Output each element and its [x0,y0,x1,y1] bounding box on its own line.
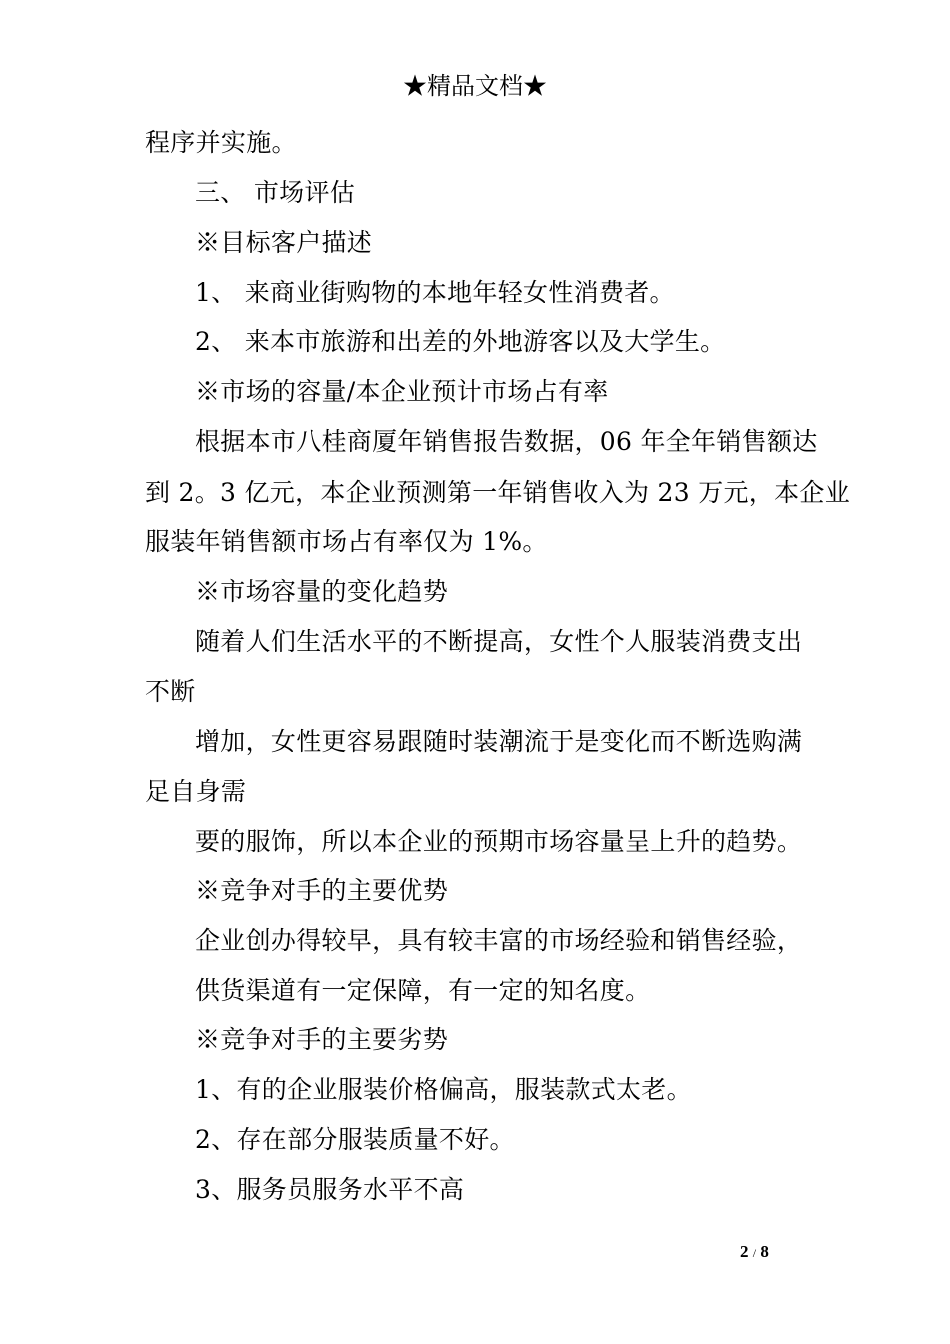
section-heading: 三、 市场评估 [195,178,356,207]
body-line: 服装年销售额市场占有率仅为 1%。 [145,527,548,556]
total-pages: 8 [760,1242,769,1261]
subheading: ※竞争对手的主要优势 [195,876,449,905]
body-line: 不断 [145,677,196,706]
subheading: ※市场容量的变化趋势 [195,577,449,606]
body-line: 程序并实施。 [145,128,297,157]
list-item: 3、服务员服务水平不高 [195,1175,465,1204]
body-line: 增加，女性更容易跟随时装潮流于是变化而不断选购满 [195,727,803,756]
subheading: ※竞争对手的主要劣势 [195,1025,449,1054]
body-line: 供货渠道有一定保障，有一定的知名度。 [195,976,651,1005]
body-line: 企业创办得较早，具有较丰富的市场经验和销售经验， [195,926,803,955]
list-item: 2、存在部分服装质量不好。 [195,1125,515,1154]
page-number [740,1242,769,1262]
body-line: 要的服饰，所以本企业的预期市场容量呈上升的趋势。 [195,827,803,856]
list-item: 1、 来商业街购物的本地年轻女性消费者。 [195,278,675,307]
body-line: 到 2。3 亿元，本企业预测第一年销售收入为 23 万元，本企业 [145,478,851,507]
body-line: 随着人们生活水平的不断提高，女性个人服装消费支出 [195,627,803,656]
list-item: 1、有的企业服装价格偏高，服装款式太老。 [195,1075,692,1104]
subheading: ※目标客户描述 [195,228,373,257]
current-page: 2 [740,1242,749,1261]
list-item: 2、 来本市旅游和出差的外地游客以及大学生。 [195,327,726,356]
document-header-title: ★精品文档★ [403,72,547,100]
subheading: ※市场的容量/本企业预计市场占有率 [195,377,609,406]
page-separator: / [752,1246,757,1260]
body-line: 根据本市八桂商厦年销售报告数据，06 年全年销售额达 [195,427,818,456]
body-line: 足自身需 [145,777,247,806]
